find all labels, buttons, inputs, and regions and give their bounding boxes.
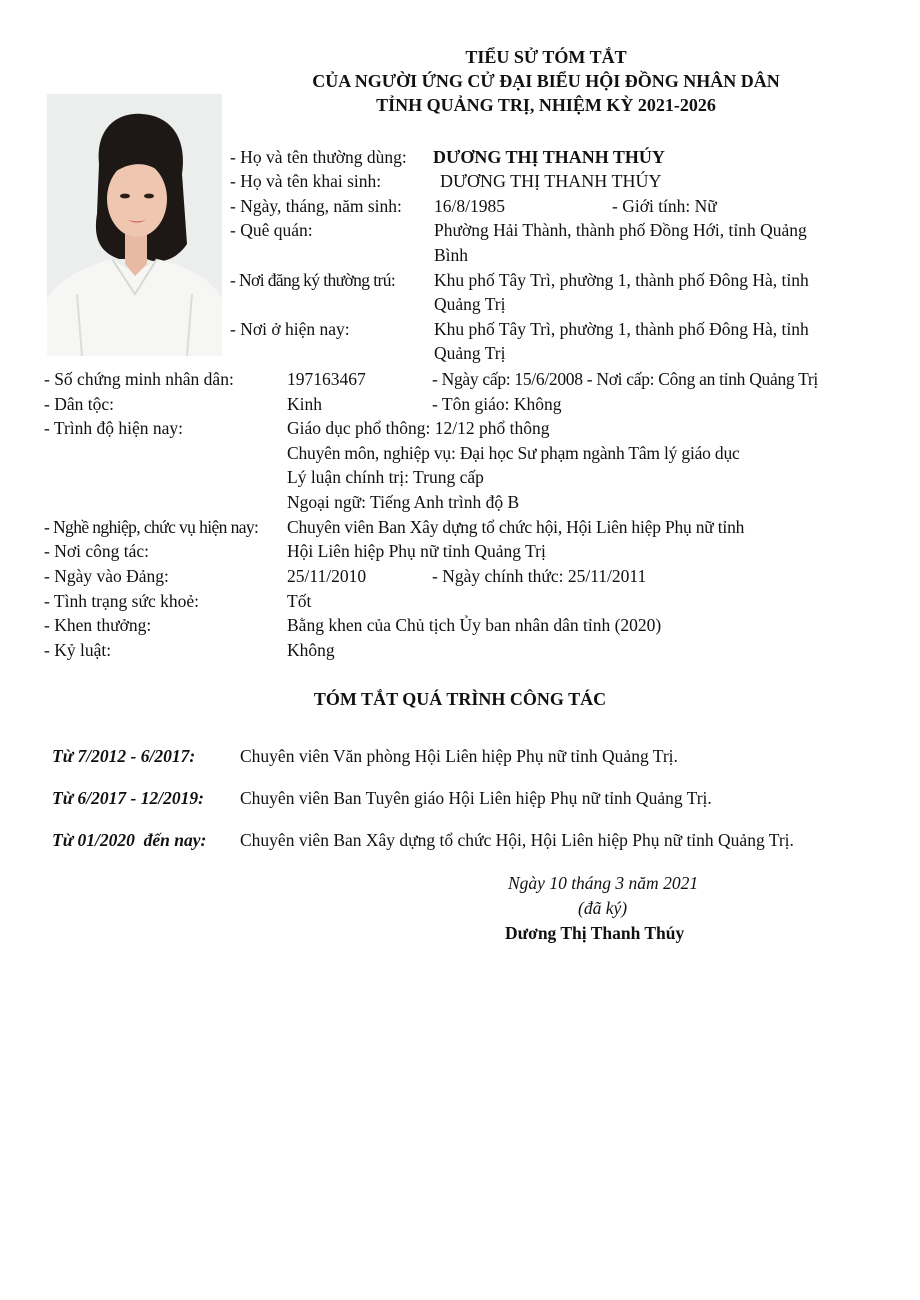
workplace-value: Hội Liên hiệp Phụ nữ tỉnh Quảng Trị (287, 541, 546, 561)
party-join-label: - Ngày vào Đảng: (44, 566, 169, 586)
common-name-label: - Họ và tên thường dùng: (230, 147, 407, 167)
hometown-value-line2: Bình (434, 245, 469, 265)
workplace-label: - Nơi công tác: (44, 541, 149, 561)
party-join-value: 25/11/2010 (287, 566, 367, 586)
education-professional: Chuyên môn, nghiệp vụ: Đại học Sư phạm ngành Tâm lý giáo dục (287, 443, 740, 463)
discipline-label: - Kỷ luật: (44, 640, 112, 660)
awards-value: Bằng khen của Chủ tịch Ủy ban nhân dân tỉnh (2020) (287, 615, 662, 635)
education-label: - Trình độ hiện nay: (44, 418, 184, 438)
id-issue-info: - Ngày cấp: 15/6/2008 - Nơi cấp: Công an tỉnh Quảng Trị (432, 369, 818, 389)
portrait-photo (47, 94, 222, 356)
occupation-label: - Nghề nghiệp, chức vụ hiện nay: (44, 517, 259, 537)
signature-name: Dương Thị Thanh Thúy (505, 923, 685, 943)
hometown-label: - Quê quán: (230, 220, 313, 240)
dob-value: 16/8/1985 (434, 196, 505, 216)
doc-title-line3: TỈNH QUẢNG TRỊ, NHIỆM KỲ 2021-2026 (376, 95, 716, 115)
current-address-line1: Khu phố Tây Trì, phường 1, thành phố Đông Hà, tỉnh (434, 319, 809, 339)
signature-signed-note: (đã ký) (578, 898, 628, 918)
work-description: Chuyên viên Ban Tuyên giáo Hội Liên hiệp Phụ nữ tỉnh Quảng Trị. (240, 788, 712, 808)
education-general: Giáo dục phổ thông: 12/12 phổ thông (287, 418, 550, 438)
work-history-title: TÓM TẮT QUÁ TRÌNH CÔNG TÁC (313, 689, 607, 709)
awards-label: - Khen thưởng: (44, 615, 152, 635)
ethnicity-value: Kinh (287, 394, 322, 414)
work-period: Từ 7/2012 - 6/2017: (52, 746, 196, 766)
common-name-value: DƯƠNG THỊ THANH THÚY (433, 147, 665, 167)
hometown-value-line1: Phường Hải Thành, thành phố Đồng Hới, tỉnh Quảng (434, 220, 807, 240)
education-political: Lý luận chính trị: Trung cấp (287, 467, 484, 487)
permanent-address-line1: Khu phố Tây Trì, phường 1, thành phố Đông Hà, tỉnh (434, 270, 809, 290)
id-number-value: 197163467 (287, 369, 366, 389)
religion-field: - Tôn giáo: Không (432, 394, 562, 414)
doc-title-line1: TIỂU SỬ TÓM TẮT (465, 47, 627, 67)
health-value: Tốt (287, 591, 312, 611)
permanent-address-line2: Quảng Trị (434, 294, 506, 314)
education-language: Ngoại ngữ: Tiếng Anh trình độ B (287, 492, 520, 512)
current-address-line2: Quảng Trị (434, 343, 506, 363)
birth-name-label: - Họ và tên khai sinh: (230, 171, 382, 191)
dob-label: - Ngày, tháng, năm sinh: (230, 196, 402, 216)
occupation-value: Chuyên viên Ban Xây dựng tổ chức hội, Hội Liên hiệp Phụ nữ tỉnh (287, 517, 745, 537)
birth-name-value: DƯƠNG THỊ THANH THÚY (440, 171, 662, 191)
discipline-value: Không (287, 640, 335, 660)
work-description: Chuyên viên Ban Xây dựng tổ chức Hội, Hội Liên hiệp Phụ nữ tỉnh Quảng Trị. (240, 830, 794, 850)
gender-field: - Giới tính: Nữ (612, 196, 717, 216)
signature-date: Ngày 10 tháng 3 năm 2021 (508, 873, 699, 893)
doc-title-line2: CỦA NGƯỜI ỨNG CỬ ĐẠI BIỂU HỘI ĐỒNG NHÂN DÂN (312, 71, 780, 91)
work-description: Chuyên viên Văn phòng Hội Liên hiệp Phụ nữ tỉnh Quảng Trị. (240, 746, 678, 766)
work-period: Từ 6/2017 - 12/2019: (52, 788, 204, 808)
permanent-address-label: - Nơi đăng ký thường trú: (230, 270, 396, 290)
id-number-label: - Số chứng minh nhân dân: (44, 369, 234, 389)
health-label: - Tình trạng sức khoẻ: (44, 591, 199, 611)
current-address-label: - Nơi ở hiện nay: (230, 319, 350, 339)
work-period: Từ 01/2020 đến nay: (52, 830, 207, 850)
party-official-date: - Ngày chính thức: 25/11/2011 (432, 566, 647, 586)
ethnicity-label: - Dân tộc: (44, 394, 114, 414)
